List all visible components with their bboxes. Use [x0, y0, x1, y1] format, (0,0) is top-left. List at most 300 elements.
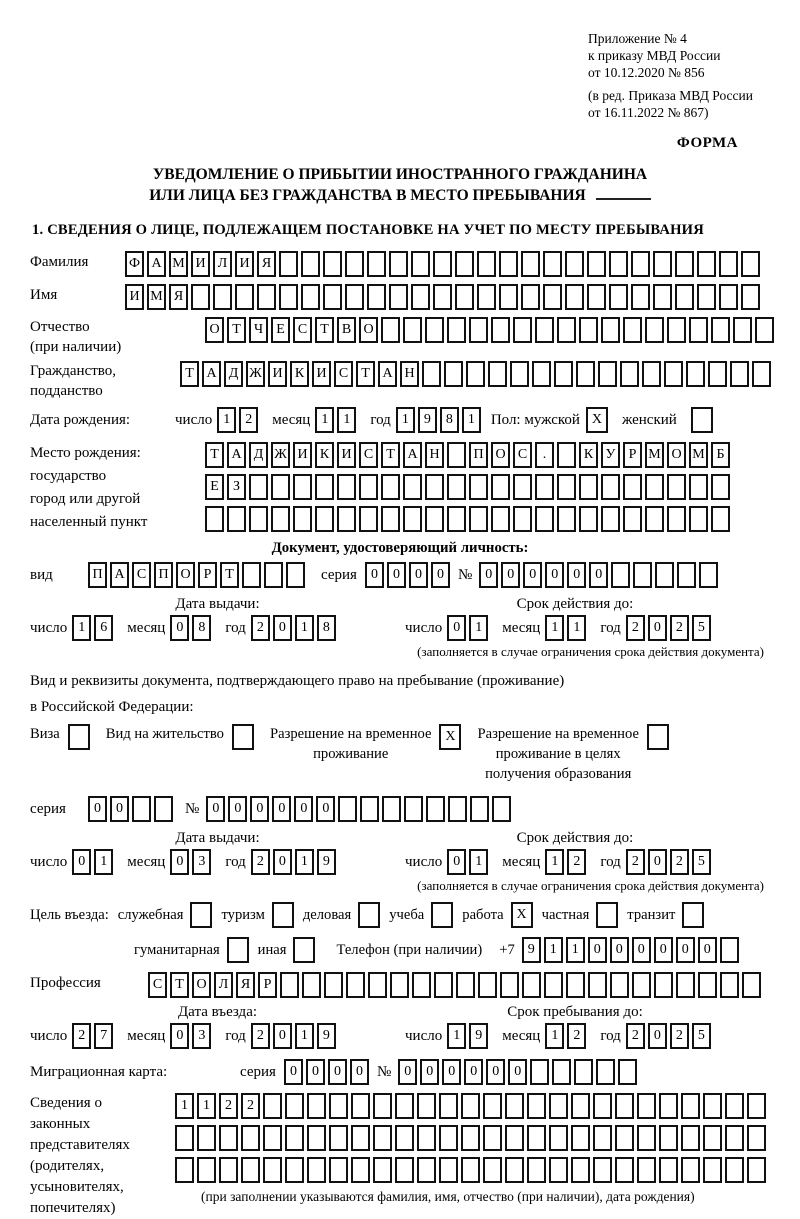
char-box[interactable]: 1 [175, 1093, 194, 1119]
char-box[interactable]: 9 [317, 849, 336, 875]
char-box[interactable] [633, 562, 652, 588]
char-box[interactable]: Ф [125, 251, 144, 277]
char-box[interactable] [411, 284, 430, 310]
char-box[interactable]: 1 [72, 615, 91, 641]
char-box[interactable]: 1 [567, 615, 586, 641]
char-box[interactable] [576, 361, 595, 387]
char-box[interactable]: 0 [464, 1059, 483, 1085]
char-box[interactable]: 1 [469, 615, 488, 641]
char-box[interactable]: О [176, 562, 195, 588]
char-box[interactable] [615, 1157, 634, 1183]
char-box[interactable] [285, 1093, 304, 1119]
char-box[interactable]: 9 [522, 937, 541, 963]
char-box[interactable] [329, 1125, 348, 1151]
char-box[interactable] [711, 317, 730, 343]
char-box[interactable] [422, 361, 441, 387]
char-box[interactable] [500, 972, 519, 998]
char-box[interactable]: 0 [648, 849, 667, 875]
char-box[interactable] [469, 317, 488, 343]
char-box[interactable] [720, 972, 739, 998]
char-box[interactable]: 0 [306, 1059, 325, 1085]
char-box[interactable]: 0 [420, 1059, 439, 1085]
char-box[interactable] [337, 506, 356, 532]
char-box[interactable]: М [147, 284, 166, 310]
char-box[interactable] [730, 361, 749, 387]
char-box[interactable] [653, 251, 672, 277]
char-box[interactable]: 1 [315, 407, 334, 433]
char-box[interactable]: Т [220, 562, 239, 588]
char-box[interactable]: 0 [273, 615, 292, 641]
char-box[interactable]: Р [623, 442, 642, 468]
char-box[interactable] [675, 251, 694, 277]
char-box[interactable] [677, 562, 696, 588]
char-box[interactable]: 2 [670, 615, 689, 641]
char-box[interactable]: 0 [486, 1059, 505, 1085]
char-box[interactable] [470, 796, 489, 822]
char-box[interactable]: 0 [654, 937, 673, 963]
char-box[interactable]: 0 [567, 562, 586, 588]
char-box[interactable] [513, 474, 532, 500]
char-box[interactable]: 0 [88, 796, 107, 822]
char-box[interactable] [444, 361, 463, 387]
sex-female-checkbox[interactable] [691, 407, 713, 433]
char-box[interactable]: 0 [170, 615, 189, 641]
char-box[interactable] [461, 1125, 480, 1151]
char-box[interactable] [601, 317, 620, 343]
char-box[interactable] [631, 284, 650, 310]
char-box[interactable]: 0 [523, 562, 542, 588]
char-box[interactable] [664, 361, 683, 387]
char-box[interactable] [132, 796, 151, 822]
char-box[interactable]: 0 [447, 849, 466, 875]
char-box[interactable] [483, 1157, 502, 1183]
char-box[interactable] [213, 284, 232, 310]
char-box[interactable]: 0 [387, 562, 406, 588]
char-box[interactable] [345, 251, 364, 277]
char-box[interactable] [338, 796, 357, 822]
char-box[interactable]: Я [257, 251, 276, 277]
char-box[interactable]: 0 [698, 937, 717, 963]
char-box[interactable] [381, 317, 400, 343]
char-box[interactable]: Т [180, 361, 199, 387]
char-box[interactable] [513, 506, 532, 532]
char-box[interactable]: 5 [692, 615, 711, 641]
char-box[interactable] [301, 284, 320, 310]
char-box[interactable] [642, 361, 661, 387]
char-box[interactable] [667, 474, 686, 500]
char-box[interactable]: Е [205, 474, 224, 500]
char-box[interactable]: П [88, 562, 107, 588]
char-box[interactable]: А [202, 361, 221, 387]
char-box[interactable]: П [154, 562, 173, 588]
char-box[interactable]: А [403, 442, 422, 468]
char-box[interactable] [708, 361, 727, 387]
char-box[interactable] [280, 972, 299, 998]
char-box[interactable]: 0 [72, 849, 91, 875]
char-box[interactable]: Я [169, 284, 188, 310]
char-box[interactable] [711, 506, 730, 532]
char-box[interactable]: 7 [94, 1023, 113, 1049]
char-box[interactable]: М [645, 442, 664, 468]
option-visa-checkbox[interactable] [68, 724, 90, 750]
char-box[interactable] [323, 251, 342, 277]
char-box[interactable]: 0 [479, 562, 498, 588]
char-box[interactable] [404, 796, 423, 822]
char-box[interactable] [571, 1093, 590, 1119]
char-box[interactable] [367, 284, 386, 310]
char-box[interactable] [382, 796, 401, 822]
char-box[interactable] [381, 506, 400, 532]
char-box[interactable]: О [491, 442, 510, 468]
char-box[interactable] [681, 1125, 700, 1151]
char-box[interactable] [227, 506, 246, 532]
char-box[interactable] [645, 474, 664, 500]
char-box[interactable] [483, 1125, 502, 1151]
char-box[interactable] [755, 317, 774, 343]
char-box[interactable]: 1 [295, 615, 314, 641]
purpose-private-checkbox[interactable] [596, 902, 618, 928]
char-box[interactable] [412, 972, 431, 998]
char-box[interactable]: 2 [626, 849, 645, 875]
char-box[interactable] [433, 284, 452, 310]
char-box[interactable] [747, 1157, 766, 1183]
char-box[interactable] [535, 474, 554, 500]
char-box[interactable] [439, 1093, 458, 1119]
char-box[interactable]: 0 [409, 562, 428, 588]
char-box[interactable] [439, 1125, 458, 1151]
char-box[interactable] [543, 251, 562, 277]
char-box[interactable] [623, 317, 642, 343]
char-box[interactable] [263, 1157, 282, 1183]
char-box[interactable] [315, 506, 334, 532]
char-box[interactable]: Р [198, 562, 217, 588]
char-box[interactable] [703, 1125, 722, 1151]
char-box[interactable]: 0 [398, 1059, 417, 1085]
char-box[interactable] [686, 361, 705, 387]
char-box[interactable] [725, 1093, 744, 1119]
char-box[interactable] [667, 506, 686, 532]
char-box[interactable] [373, 1093, 392, 1119]
char-box[interactable] [741, 284, 760, 310]
char-box[interactable] [522, 972, 541, 998]
char-box[interactable] [368, 972, 387, 998]
char-box[interactable]: 1 [462, 407, 481, 433]
char-box[interactable] [698, 972, 717, 998]
char-box[interactable] [293, 474, 312, 500]
char-box[interactable] [557, 506, 576, 532]
char-box[interactable]: К [579, 442, 598, 468]
char-box[interactable]: 3 [192, 1023, 211, 1049]
char-box[interactable] [596, 1059, 615, 1085]
purpose-business-checkbox[interactable] [358, 902, 380, 928]
char-box[interactable] [249, 474, 268, 500]
char-box[interactable] [302, 972, 321, 998]
char-box[interactable]: 1 [337, 407, 356, 433]
char-box[interactable]: 1 [295, 1023, 314, 1049]
char-box[interactable] [752, 361, 771, 387]
char-box[interactable] [323, 284, 342, 310]
char-box[interactable]: 0 [328, 1059, 347, 1085]
char-box[interactable]: И [312, 361, 331, 387]
char-box[interactable] [601, 474, 620, 500]
char-box[interactable] [390, 972, 409, 998]
char-box[interactable] [571, 1125, 590, 1151]
char-box[interactable] [417, 1093, 436, 1119]
char-box[interactable]: И [125, 284, 144, 310]
char-box[interactable]: В [337, 317, 356, 343]
char-box[interactable]: А [378, 361, 397, 387]
char-box[interactable] [315, 474, 334, 500]
option-temp-residence-education-checkbox[interactable] [647, 724, 669, 750]
char-box[interactable] [588, 972, 607, 998]
char-box[interactable] [711, 474, 730, 500]
char-box[interactable] [689, 506, 708, 532]
char-box[interactable] [478, 972, 497, 998]
char-box[interactable] [543, 284, 562, 310]
char-box[interactable] [483, 1093, 502, 1119]
option-temp-residence-checkbox[interactable]: X [439, 724, 461, 750]
char-box[interactable] [329, 1157, 348, 1183]
char-box[interactable]: 0 [170, 1023, 189, 1049]
char-box[interactable]: 0 [442, 1059, 461, 1085]
char-box[interactable] [659, 1157, 678, 1183]
char-box[interactable] [620, 361, 639, 387]
char-box[interactable] [645, 506, 664, 532]
char-box[interactable] [593, 1157, 612, 1183]
char-box[interactable]: 8 [440, 407, 459, 433]
sex-male-checkbox[interactable]: X [586, 407, 608, 433]
char-box[interactable]: 0 [350, 1059, 369, 1085]
char-box[interactable]: С [293, 317, 312, 343]
char-box[interactable]: 0 [250, 796, 269, 822]
char-box[interactable] [527, 1157, 546, 1183]
char-box[interactable] [513, 317, 532, 343]
char-box[interactable] [681, 1157, 700, 1183]
char-box[interactable]: 2 [241, 1093, 260, 1119]
char-box[interactable] [367, 251, 386, 277]
char-box[interactable]: 1 [217, 407, 236, 433]
char-box[interactable] [439, 1157, 458, 1183]
char-box[interactable]: И [293, 442, 312, 468]
char-box[interactable]: Т [205, 442, 224, 468]
char-box[interactable] [527, 1093, 546, 1119]
char-box[interactable] [448, 796, 467, 822]
char-box[interactable]: 0 [284, 1059, 303, 1085]
char-box[interactable] [618, 1059, 637, 1085]
char-box[interactable]: 2 [670, 1023, 689, 1049]
char-box[interactable]: З [227, 474, 246, 500]
char-box[interactable] [593, 1093, 612, 1119]
char-box[interactable] [611, 562, 630, 588]
char-box[interactable]: 0 [316, 796, 335, 822]
char-box[interactable] [389, 284, 408, 310]
char-box[interactable]: М [689, 442, 708, 468]
char-box[interactable] [530, 1059, 549, 1085]
char-box[interactable] [733, 317, 752, 343]
char-box[interactable]: И [337, 442, 356, 468]
char-box[interactable] [197, 1125, 216, 1151]
char-box[interactable] [285, 1125, 304, 1151]
char-box[interactable]: Л [213, 251, 232, 277]
char-box[interactable] [552, 1059, 571, 1085]
char-box[interactable]: О [359, 317, 378, 343]
char-box[interactable] [499, 251, 518, 277]
char-box[interactable] [659, 1125, 678, 1151]
char-box[interactable] [456, 972, 475, 998]
char-box[interactable] [426, 796, 445, 822]
char-box[interactable]: 0 [648, 615, 667, 641]
char-box[interactable]: 2 [251, 1023, 270, 1049]
char-box[interactable]: 2 [239, 407, 258, 433]
char-box[interactable] [741, 251, 760, 277]
char-box[interactable]: 1 [197, 1093, 216, 1119]
char-box[interactable]: Я [236, 972, 255, 998]
char-box[interactable]: А [110, 562, 129, 588]
char-box[interactable]: 1 [447, 1023, 466, 1049]
char-box[interactable]: Д [249, 442, 268, 468]
char-box[interactable] [598, 361, 617, 387]
char-box[interactable] [411, 251, 430, 277]
char-box[interactable] [699, 562, 718, 588]
char-box[interactable] [549, 1125, 568, 1151]
char-box[interactable] [461, 1093, 480, 1119]
char-box[interactable] [461, 1157, 480, 1183]
char-box[interactable]: 2 [626, 615, 645, 641]
char-box[interactable] [557, 317, 576, 343]
char-box[interactable] [697, 251, 716, 277]
char-box[interactable] [433, 251, 452, 277]
char-box[interactable]: 0 [272, 796, 291, 822]
char-box[interactable]: Б [711, 442, 730, 468]
char-box[interactable] [631, 251, 650, 277]
char-box[interactable] [510, 361, 529, 387]
char-box[interactable]: 0 [610, 937, 629, 963]
char-box[interactable] [403, 474, 422, 500]
char-box[interactable] [623, 474, 642, 500]
char-box[interactable] [637, 1093, 656, 1119]
char-box[interactable] [425, 506, 444, 532]
char-box[interactable] [235, 284, 254, 310]
char-box[interactable] [720, 937, 739, 963]
char-box[interactable] [610, 972, 629, 998]
char-box[interactable] [532, 361, 551, 387]
char-box[interactable] [579, 474, 598, 500]
char-box[interactable]: 8 [317, 615, 336, 641]
char-box[interactable] [676, 972, 695, 998]
char-box[interactable]: 5 [692, 1023, 711, 1049]
char-box[interactable] [447, 442, 466, 468]
char-box[interactable]: 0 [228, 796, 247, 822]
char-box[interactable] [373, 1125, 392, 1151]
char-box[interactable] [725, 1157, 744, 1183]
char-box[interactable]: 1 [469, 849, 488, 875]
char-box[interactable] [417, 1125, 436, 1151]
char-box[interactable] [219, 1125, 238, 1151]
char-box[interactable]: 2 [567, 1023, 586, 1049]
char-box[interactable]: . [535, 442, 554, 468]
char-box[interactable]: 0 [273, 1023, 292, 1049]
char-box[interactable] [263, 1125, 282, 1151]
char-box[interactable] [492, 796, 511, 822]
char-box[interactable]: 0 [447, 615, 466, 641]
char-box[interactable] [565, 251, 584, 277]
char-box[interactable] [373, 1157, 392, 1183]
char-box[interactable] [307, 1125, 326, 1151]
char-box[interactable] [403, 506, 422, 532]
char-box[interactable]: 1 [94, 849, 113, 875]
char-box[interactable] [521, 251, 540, 277]
char-box[interactable] [395, 1125, 414, 1151]
char-box[interactable]: 2 [626, 1023, 645, 1049]
char-box[interactable]: С [359, 442, 378, 468]
char-box[interactable]: О [667, 442, 686, 468]
char-box[interactable] [505, 1125, 524, 1151]
purpose-tourism-checkbox[interactable] [272, 902, 294, 928]
char-box[interactable] [271, 474, 290, 500]
char-box[interactable] [264, 562, 283, 588]
char-box[interactable]: 0 [110, 796, 129, 822]
char-box[interactable]: Л [214, 972, 233, 998]
char-box[interactable] [579, 317, 598, 343]
char-box[interactable]: О [192, 972, 211, 998]
char-box[interactable] [488, 361, 507, 387]
char-box[interactable]: Т [381, 442, 400, 468]
char-box[interactable] [719, 284, 738, 310]
char-box[interactable]: 1 [295, 849, 314, 875]
char-box[interactable] [337, 474, 356, 500]
char-box[interactable] [505, 1093, 524, 1119]
char-box[interactable] [477, 251, 496, 277]
char-box[interactable]: 0 [365, 562, 384, 588]
char-box[interactable] [257, 284, 276, 310]
char-box[interactable] [469, 474, 488, 500]
char-box[interactable] [549, 1157, 568, 1183]
purpose-study-checkbox[interactable] [431, 902, 453, 928]
purpose-humanitarian-checkbox[interactable] [227, 937, 249, 963]
char-box[interactable] [279, 251, 298, 277]
char-box[interactable] [667, 317, 686, 343]
char-box[interactable]: Т [170, 972, 189, 998]
char-box[interactable] [293, 506, 312, 532]
char-box[interactable] [219, 1157, 238, 1183]
char-box[interactable] [381, 474, 400, 500]
char-box[interactable]: 6 [94, 615, 113, 641]
option-residence-permit-checkbox[interactable] [232, 724, 254, 750]
char-box[interactable]: 8 [192, 615, 211, 641]
char-box[interactable]: 0 [501, 562, 520, 588]
char-box[interactable] [359, 474, 378, 500]
char-box[interactable] [466, 361, 485, 387]
char-box[interactable] [549, 1093, 568, 1119]
char-box[interactable] [241, 1157, 260, 1183]
char-box[interactable]: 2 [567, 849, 586, 875]
char-box[interactable]: 0 [632, 937, 651, 963]
char-box[interactable] [747, 1125, 766, 1151]
char-box[interactable] [286, 562, 305, 588]
char-box[interactable] [747, 1093, 766, 1119]
char-box[interactable]: 1 [545, 615, 564, 641]
char-box[interactable]: И [235, 251, 254, 277]
char-box[interactable] [175, 1157, 194, 1183]
char-box[interactable] [557, 474, 576, 500]
char-box[interactable] [587, 251, 606, 277]
char-box[interactable] [689, 474, 708, 500]
char-box[interactable] [279, 284, 298, 310]
char-box[interactable] [360, 796, 379, 822]
char-box[interactable] [609, 251, 628, 277]
char-box[interactable]: 0 [589, 562, 608, 588]
char-box[interactable]: 9 [317, 1023, 336, 1049]
